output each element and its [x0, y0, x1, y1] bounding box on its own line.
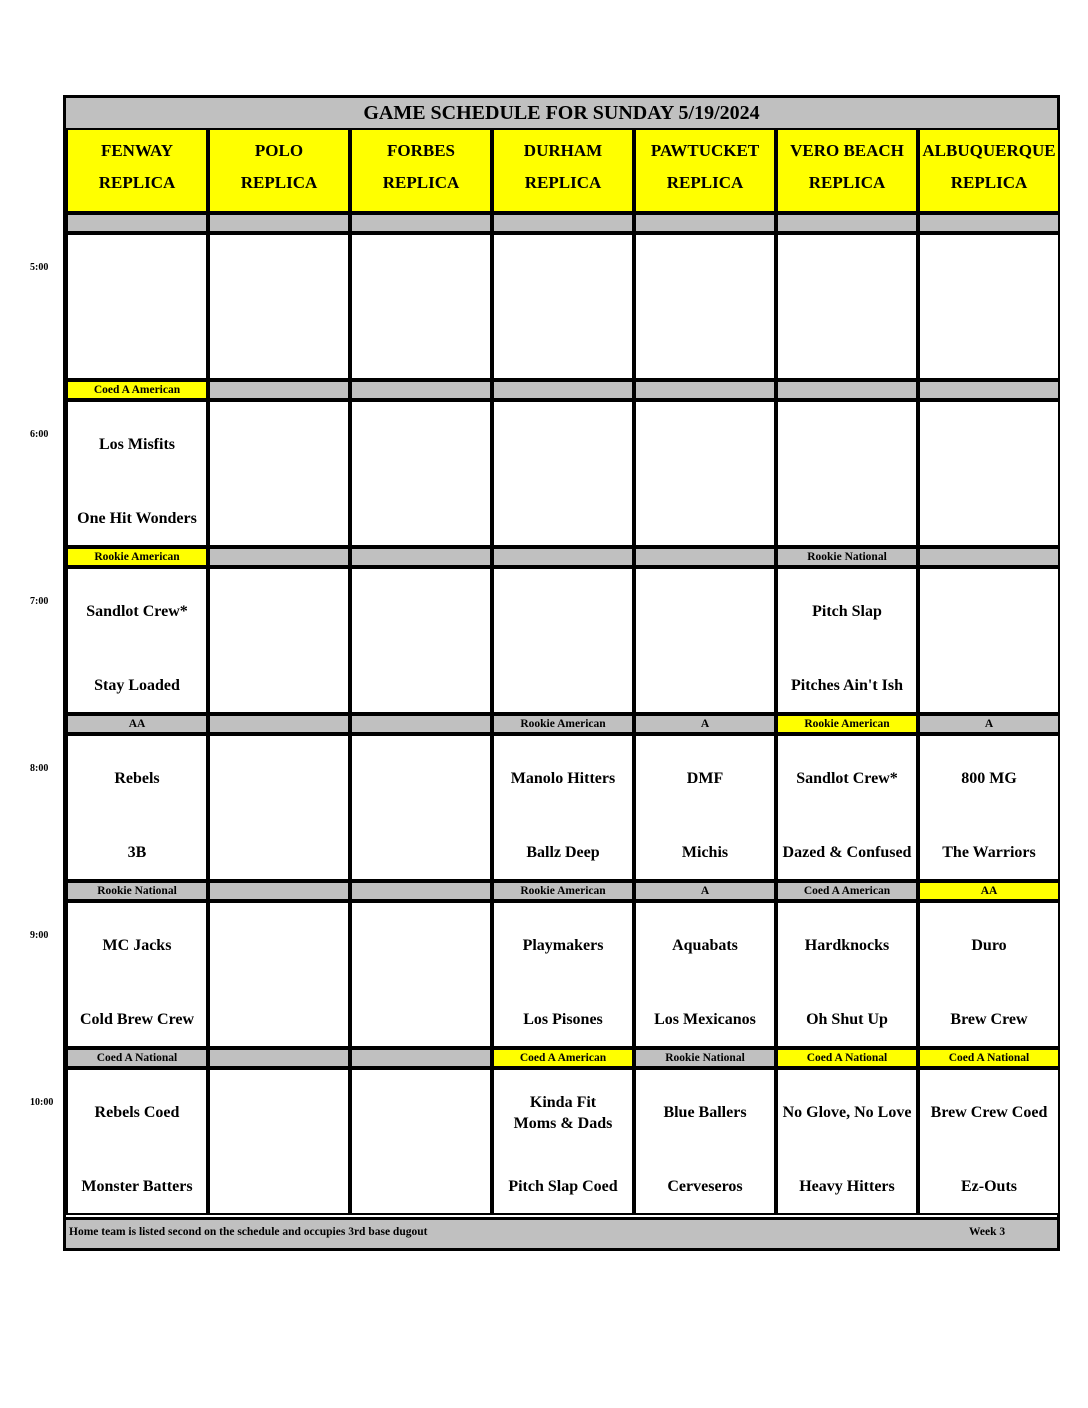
- away-team: Playmakers: [522, 937, 604, 954]
- division-label: Coed A American: [66, 380, 208, 400]
- division-label: Rookie National: [634, 1048, 776, 1068]
- time-label: 9:00: [30, 930, 49, 941]
- away-team: Sandlot Crew*: [796, 770, 898, 787]
- division-label: Coed A National: [776, 1048, 918, 1068]
- game-cell: [918, 734, 1060, 881]
- game-cell: [350, 233, 492, 380]
- home-team: Stay Loaded: [94, 677, 180, 694]
- division-label: Coed A National: [918, 1048, 1060, 1068]
- division-label: [350, 380, 492, 400]
- division-label: [492, 213, 634, 233]
- division-label: [350, 547, 492, 567]
- game-cell: [208, 400, 350, 547]
- away-team: 800 MG: [961, 770, 1017, 787]
- away-team: DMF: [686, 770, 724, 787]
- home-team: The Warriors: [942, 844, 1036, 861]
- home-team: Pitch Slap Coed: [508, 1178, 618, 1195]
- division-label: [350, 714, 492, 734]
- away-team: Aquabats: [672, 937, 738, 954]
- field-sub: REPLICA: [666, 173, 744, 192]
- field-name: VERO BEACH: [790, 141, 904, 160]
- division-label: [492, 547, 634, 567]
- time-label: 8:00: [30, 763, 49, 774]
- game-cell: [66, 233, 208, 380]
- field-name: ALBUQUERQUE: [922, 141, 1056, 160]
- game-cell: [350, 734, 492, 881]
- home-team: One Hit Wonders: [77, 510, 197, 527]
- division-label: Coed A American: [492, 1048, 634, 1068]
- game-cell: [66, 1068, 208, 1215]
- division-label: [918, 380, 1060, 400]
- division-label: Coed A American: [776, 881, 918, 901]
- away-team: MC Jacks: [102, 937, 172, 954]
- game-cell: [634, 734, 776, 881]
- division-label: [492, 380, 634, 400]
- game-cell: [634, 400, 776, 547]
- division-label: A: [634, 714, 776, 734]
- division-label: Rookie National: [66, 881, 208, 901]
- game-cell: [776, 734, 918, 881]
- game-cell: [492, 734, 634, 881]
- game-cell: [350, 901, 492, 1048]
- game-cell: [350, 400, 492, 547]
- division-label: [350, 213, 492, 233]
- game-cell: [66, 901, 208, 1048]
- game-cell: [918, 400, 1060, 547]
- game-cell: [492, 901, 634, 1048]
- home-team: 3B: [127, 844, 147, 861]
- schedule-sheet: [63, 95, 1060, 1251]
- home-team: Monster Batters: [81, 1178, 193, 1195]
- away-team: Rebels: [114, 770, 160, 787]
- field-sub: REPLICA: [808, 173, 886, 192]
- division-label: [350, 1048, 492, 1068]
- game-cell: [776, 233, 918, 380]
- field-name: DURHAM: [523, 141, 603, 160]
- game-cell: [492, 233, 634, 380]
- home-team: Ez-Outs: [961, 1178, 1017, 1195]
- division-label: [776, 213, 918, 233]
- footer-note: Home team is listed second on the schedule and occupies 3rd base dugout: [69, 1226, 428, 1238]
- division-label: [208, 1048, 350, 1068]
- game-cell: [776, 567, 918, 714]
- division-label: Rookie American: [492, 881, 634, 901]
- home-team: Pitches Ain't Ish: [790, 677, 903, 694]
- division-label: Coed A National: [66, 1048, 208, 1068]
- away-team: Pitch Slap: [812, 603, 882, 620]
- division-label: Rookie American: [66, 547, 208, 567]
- division-label: Rookie American: [776, 714, 918, 734]
- division-label: A: [918, 714, 1060, 734]
- away-team: Blue Ballers: [663, 1104, 747, 1121]
- week-label: Week 3: [969, 1226, 1006, 1238]
- game-cell: [492, 400, 634, 547]
- game-cell: [208, 1068, 350, 1215]
- game-cell: [918, 1068, 1060, 1215]
- away-team: Rebels Coed: [94, 1104, 180, 1121]
- game-cell: [776, 400, 918, 547]
- game-cell: [492, 567, 634, 714]
- game-cell: [350, 1068, 492, 1215]
- away-team: Manolo Hitters: [510, 770, 616, 787]
- away-team: Hardknocks: [804, 937, 890, 954]
- game-cell: [208, 233, 350, 380]
- home-team: Cold Brew Crew: [79, 1011, 195, 1028]
- game-cell: [492, 1068, 634, 1215]
- field-header: [776, 128, 918, 213]
- game-cell: [634, 1068, 776, 1215]
- away-team: Duro: [971, 937, 1007, 954]
- time-label: 5:00: [30, 262, 49, 273]
- game-cell: [66, 400, 208, 547]
- field-name: POLO: [254, 141, 304, 160]
- field-name: PAWTUCKET: [650, 141, 760, 160]
- division-label: [66, 213, 208, 233]
- division-label: [918, 213, 1060, 233]
- away-team: Brew Crew Coed: [930, 1104, 1048, 1121]
- home-team: Oh Shut Up: [806, 1011, 888, 1028]
- division-label: [208, 213, 350, 233]
- division-label: [918, 547, 1060, 567]
- away-team: Sandlot Crew*: [86, 603, 188, 620]
- game-cell: [634, 567, 776, 714]
- game-cell: [208, 901, 350, 1048]
- division-label: Rookie National: [776, 547, 918, 567]
- home-team: Los Pisones: [523, 1011, 603, 1028]
- field-header: [492, 128, 634, 213]
- game-cell: [918, 901, 1060, 1048]
- field-header: [634, 128, 776, 213]
- time-label: 7:00: [30, 596, 49, 607]
- game-cell: [208, 734, 350, 881]
- field-header: [208, 128, 350, 213]
- home-team: Brew Crew: [950, 1011, 1028, 1028]
- field-sub: REPLICA: [98, 173, 176, 192]
- game-cell: [66, 734, 208, 881]
- away-team: No Glove, No Love: [782, 1104, 912, 1121]
- field-header: [918, 128, 1060, 213]
- game-cell: [776, 901, 918, 1048]
- time-label: 6:00: [30, 429, 49, 440]
- division-label: AA: [66, 714, 208, 734]
- game-cell: [776, 1068, 918, 1215]
- footer: [66, 1217, 1057, 1248]
- division-label: [208, 881, 350, 901]
- field-header: [350, 128, 492, 213]
- game-cell: [634, 233, 776, 380]
- home-team: Ballz Deep: [526, 844, 600, 861]
- home-team: Heavy Hitters: [799, 1178, 895, 1195]
- game-cell: [208, 567, 350, 714]
- home-team: Cerveseros: [667, 1178, 743, 1195]
- game-cell: [918, 233, 1060, 380]
- field-sub: REPLICA: [382, 173, 460, 192]
- division-label: [634, 547, 776, 567]
- field-sub: REPLICA: [950, 173, 1028, 192]
- game-cell: [634, 901, 776, 1048]
- game-cell: [918, 567, 1060, 714]
- home-team: Los Mexicanos: [654, 1011, 756, 1028]
- division-label: A: [634, 881, 776, 901]
- away-team: Los Misfits: [99, 436, 175, 453]
- game-cell: [350, 567, 492, 714]
- division-label: [208, 714, 350, 734]
- division-label: [776, 380, 918, 400]
- division-label: Rookie American: [492, 714, 634, 734]
- away-team: Kinda Fit Moms & Dads: [513, 1094, 613, 1132]
- page-title: GAME SCHEDULE FOR SUNDAY 5/19/2024: [66, 98, 1057, 131]
- division-label: [208, 547, 350, 567]
- field-sub: REPLICA: [524, 173, 602, 192]
- home-team: Michis: [681, 844, 729, 861]
- division-label: AA: [918, 881, 1060, 901]
- field-name: FENWAY: [100, 141, 174, 160]
- division-label: [634, 213, 776, 233]
- field-sub: REPLICA: [240, 173, 318, 192]
- field-header: [66, 128, 208, 213]
- field-name: FORBES: [386, 141, 456, 160]
- time-label: 10:00: [30, 1097, 54, 1108]
- game-cell: [66, 567, 208, 714]
- division-label: [350, 881, 492, 901]
- division-label: [208, 380, 350, 400]
- home-team: Dazed & Confused: [782, 844, 912, 861]
- division-label: [634, 380, 776, 400]
